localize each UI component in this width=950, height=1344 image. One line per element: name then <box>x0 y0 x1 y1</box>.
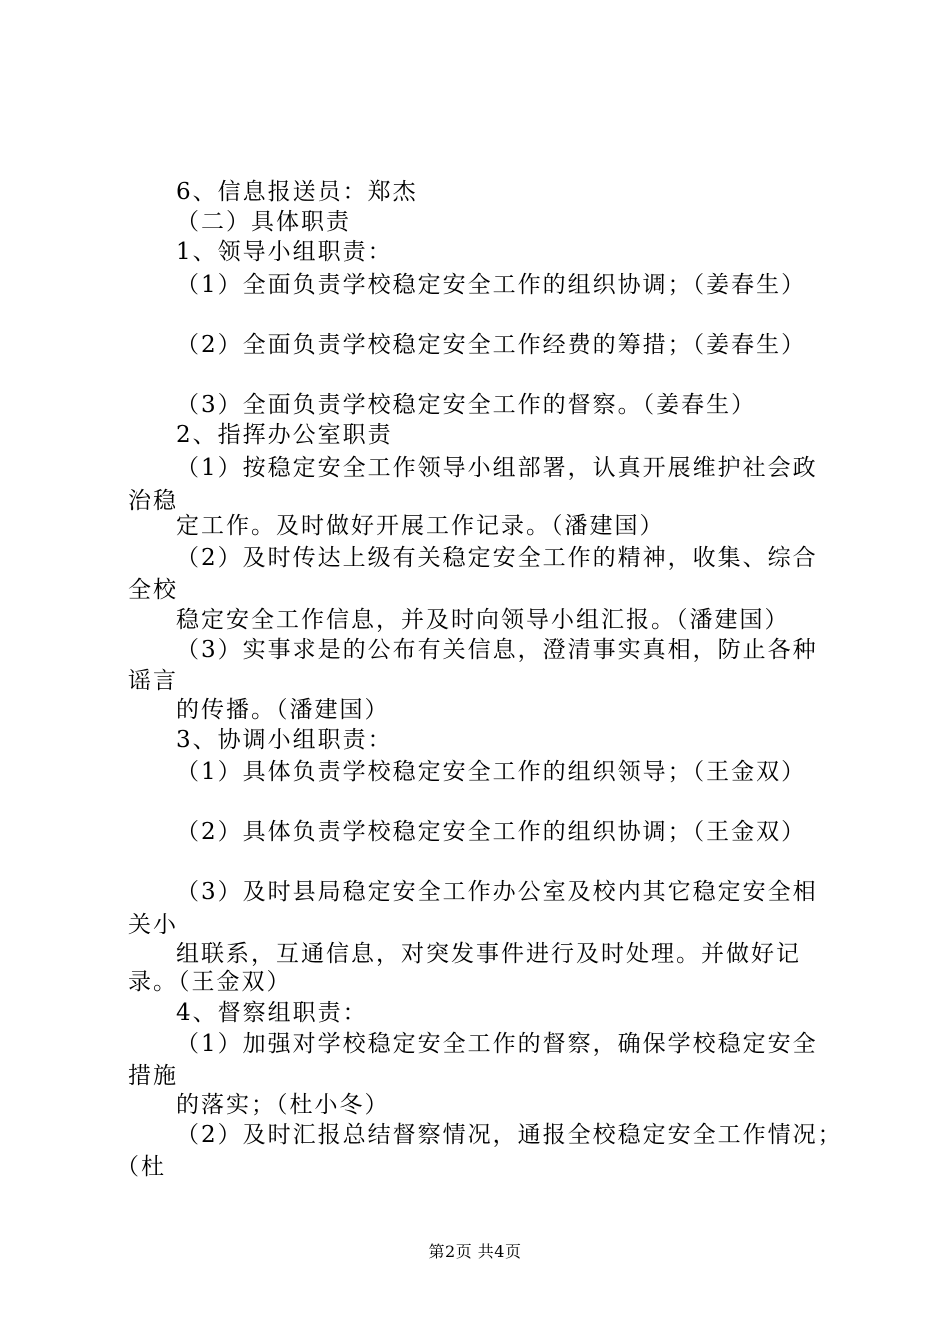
text-line: （3）实事求是的公布有关信息，澄清事实真相，防止各种 <box>176 637 818 663</box>
text-line: （1）具体负责学校稳定安全工作的组织领导；（王金双） <box>176 759 807 785</box>
text-line: （3）全面负责学校稳定安全工作的督察。（姜春生） <box>176 392 757 418</box>
text-line: （1）按稳定安全工作领导小组部署，认真开展维护社会政 <box>176 455 818 481</box>
text-line: 治稳 <box>128 488 178 514</box>
page-number: 第2页 共4页 <box>428 1242 522 1261</box>
text-line: （2）具体负责学校稳定安全工作的组织协调；（王金双） <box>176 819 807 845</box>
text-line: 录。（王金双） <box>128 969 292 995</box>
text-line: （2）及时汇报总结督察情况，通报全校稳定安全工作情况； <box>176 1122 843 1148</box>
text-line: 谣言 <box>128 668 178 694</box>
text-line: （二）具体职责 <box>176 209 351 235</box>
text-line: （2）全面负责学校稳定安全工作经费的筹措；（姜春生） <box>176 332 807 358</box>
text-line: 组联系，互通信息，对突发事件进行及时处理。并做好记 <box>176 941 801 967</box>
text-line: （1）加强对学校稳定安全工作的督察，确保学校稳定安全 <box>176 1031 818 1057</box>
text-line: （3）及时县局稳定安全工作办公室及校内其它稳定安全相 <box>176 879 818 905</box>
text-line: 定工作。及时做好开展工作记录。（潘建国） <box>176 513 665 539</box>
text-line: 4、督察组职责： <box>176 1000 368 1026</box>
text-line: 全校 <box>128 577 178 603</box>
text-line: 6、信息报送员：郑杰 <box>176 179 418 205</box>
text-line: 措施 <box>128 1063 178 1089</box>
text-line: 的落实；（杜小冬） <box>176 1092 390 1118</box>
text-line: （2）及时传达上级有关稳定安全工作的精神，收集、综合 <box>176 545 818 571</box>
text-line: 1、领导小组职责： <box>176 239 393 265</box>
text-line: （杜 <box>116 1154 166 1180</box>
text-line: 稳定安全工作信息，并及时向领导小组汇报。（潘建国） <box>176 607 790 633</box>
text-line: 的传播。（潘建国） <box>176 697 390 723</box>
text-line: （1）全面负责学校稳定安全工作的组织协调；（姜春生） <box>176 272 807 298</box>
text-line: 3、协调小组职责： <box>176 727 393 753</box>
text-line: 2、指挥办公室职责 <box>176 422 393 448</box>
text-line: 关小 <box>128 912 178 938</box>
